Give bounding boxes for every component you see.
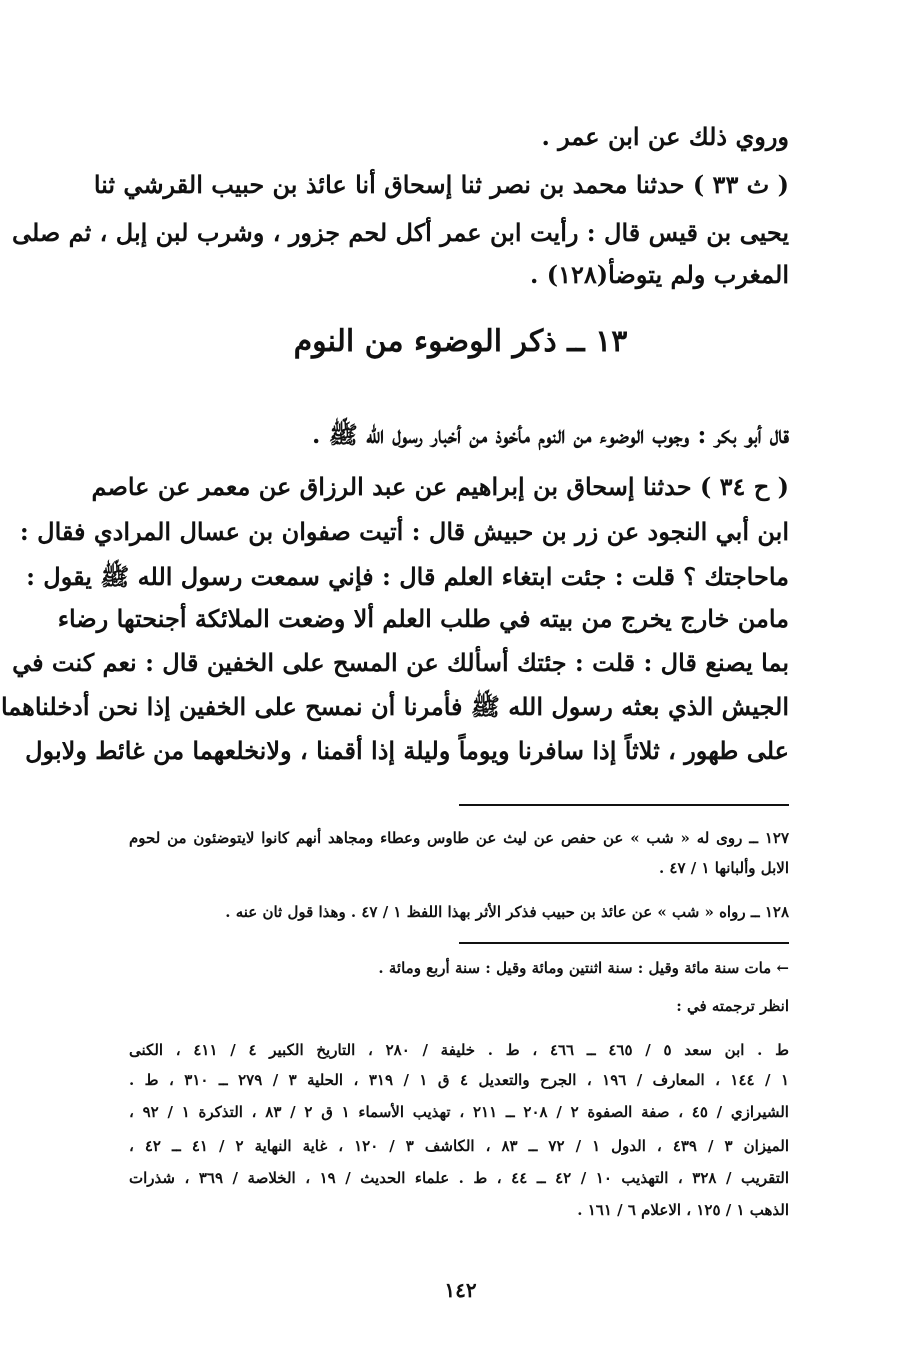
- footnote-divider: [459, 942, 789, 944]
- text-line: بما يصنع قال : قلت : جئتك أسألك عن المسح على الخفين قال : نعم كنت في: [12, 648, 789, 677]
- text-line: قال أبو بكر : وجوب الوضوء من النوم مأخوذ من أخبار رسول الله ﷺ .: [312, 420, 789, 449]
- text-line: ابن أبي النجود عن زر بن حبيش قال : أتيت صفوان بن عسال المرادي فقال :: [19, 517, 789, 546]
- footnote-line: ← مات سنة مائة وقيل : سنة اثنتين ومائة وقيل : سنة أربع ومائة .: [378, 959, 789, 977]
- footnote-line: ١ / ١٤٤ ، المعارف / ١٩٦ ، الجرح والتعديل ٤ ق ١ / ٣١٩ ، الحلية ٣ / ٢٧٩ ــ ٣١٠ ، ط .: [129, 1071, 789, 1089]
- footnote-divider: [459, 804, 789, 806]
- text-line: المغرب ولم يتوضأ(١٢٨) .: [530, 260, 789, 289]
- footnote-line: انظر ترجمته في :: [676, 997, 789, 1015]
- page-number: ١٤٢: [444, 1278, 477, 1302]
- footnote-line: الابل وألبانها ١ / ٤٧ .: [658, 859, 789, 877]
- footnote-line: الشيرازي / ٤٥ ، صفة الصفوة ٢ / ٢٠٨ ــ ٢١١ ، تهذيب الأسماء ١ ق ٢ / ٨٣ ، التذكرة ١ / ٩٢ ،: [129, 1103, 789, 1121]
- text-line: الجيش الذي بعثه رسول الله ﷺ فأمرنا أن نمسح على الخفين إذا نحن أدخلناهما: [0, 692, 789, 721]
- text-line: ( ح ٣٤ ) حدثنا إسحاق بن إبراهيم عن عبد الرزاق عن معمر عن عاصم: [91, 472, 789, 501]
- text-line: وروي ذلك عن ابن عمر .: [541, 122, 789, 151]
- footnote-line: ١٢٨ ــ رواه « شب » عن عائذ بن حبيب فذكر الأثر بهذا اللفظ ١ / ٤٧ . وهذا قول ثان عنه .: [225, 903, 789, 921]
- text-line: يحيى بن قيس قال : رأيت ابن عمر أكل لحم جزور ، وشرب لبن إبل ، ثم صلى: [11, 218, 789, 247]
- text-line: ماحاجتك ؟ قلت : جئت ابتغاء العلم قال : فإني سمعت رسول الله ﷺ يقول :: [26, 562, 789, 591]
- footnote-line: الذهب ١ / ١٢٥ ، الاعلام ٦ / ١٦١ .: [577, 1201, 789, 1219]
- footnote-line: ١٢٧ ــ روى له « شب » عن حفص عن ليث عن طاوس وعطاء ومجاهد أنهم كانوا لايتوضئون من لحوم: [129, 829, 789, 847]
- text-line: على طهور ، ثلاثاً إذا سافرنا ويوماً وليلة إذا أقمنا ، ولانخلعهما من غائط ولابول: [25, 736, 789, 765]
- footnote-line: الميزان ٣ / ٤٣٩ ، الدول ١ / ٧٢ ــ ٨٣ ، الكاشف ٣ / ١٢٠ ، غاية النهاية ٢ / ٤١ ــ ٤٢ ،: [129, 1137, 789, 1155]
- chapter-heading: ١٣ ــ ذكر الوضوء من النوم: [293, 324, 628, 359]
- footnote-line: التقريب / ٣٢٨ ، التهذيب ١٠ / ٤٢ ــ ٤٤ ، ط . علماء الحديث / ١٩ ، الخلاصة / ٣٦٩ ، شذرات: [129, 1169, 789, 1187]
- text-line: ( ث ٣٣ ) حدثنا محمد بن نصر ثنا إسحاق أنا عائذ بن حبيب القرشي ثنا: [93, 170, 789, 199]
- text-line: مامن خارج يخرج من بيته في طلب العلم ألا وضعت الملائكة أجنحتها رضاء: [57, 604, 789, 633]
- footnote-line: ط . ابن سعد ٥ / ٤٦٥ ــ ٤٦٦ ، ط . خليفة / ٢٨٠ ، التاريخ الكبير ٤ / ٤١١ ، الكنى: [129, 1041, 789, 1059]
